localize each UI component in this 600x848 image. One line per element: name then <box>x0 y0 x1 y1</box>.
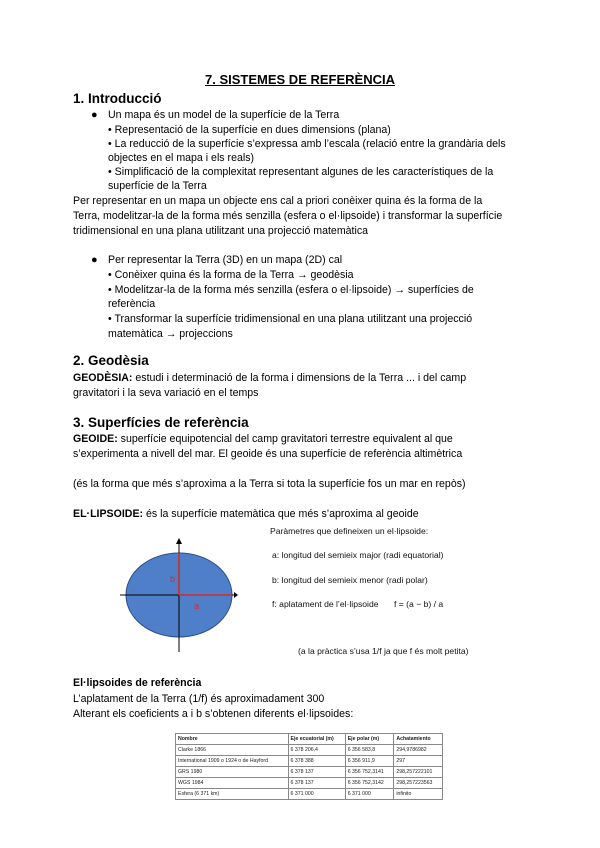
label-b: b <box>170 574 176 584</box>
table-row <box>176 745 443 756</box>
param-f: f: aplatament de l’el·lipsoide <box>272 599 379 609</box>
table-header-row <box>176 734 443 745</box>
table-cell: 6 378 388 <box>288 756 345 767</box>
sub-item: • Conèixer quina és la forma de la Terra → geodèsia <box>108 269 354 281</box>
ellipsoids-table <box>175 733 443 800</box>
table-cell: 6 378 206,4 <box>288 745 345 756</box>
table-cell: 6 356 752,3141 <box>345 767 394 778</box>
column-header: Eje polar (m) <box>345 734 394 745</box>
sub-item: • La reducció de la superfície s’expressa amb l’escala (relació entre la grandària dels <box>108 138 506 150</box>
list-item <box>91 253 98 268</box>
sub-item: • Simplificació de la complexitat representant algunes de les característiques de la <box>108 166 494 178</box>
bullet-text: Per representar la Terra (3D) en un mapa (2D) cal <box>108 254 343 266</box>
section-heading-superficies: 3. Superfícies de referència <box>73 415 249 430</box>
sub-item: objectes en el mapa i els reals) <box>108 152 255 164</box>
param-b: b: longitud del semieix menor (radi polar) <box>272 575 428 585</box>
section-heading-introduccio: 1. Introducció <box>73 91 162 106</box>
practice-note: (a la pràctica s’usa 1/f ja que f és molt petita) <box>298 646 469 656</box>
definition-text: és la superfície matemàtica que més s’aproxima al geoide <box>143 508 419 520</box>
column-header: Achatamiento <box>394 734 443 745</box>
list-item <box>91 108 98 123</box>
paragraph-line: L’aplatament de la Terra (1/f) és aproximadament 300 <box>73 693 325 705</box>
definition-text: estudi i determinació de la forma i dimensions de la Terra ... i del camp <box>132 372 467 384</box>
table-cell: Clarke 1866 <box>176 745 289 756</box>
table-row <box>176 756 443 767</box>
sub-item: matemàtica → projeccions <box>108 328 233 340</box>
definition-line: s’experimenta a nivell del mar. El geoide és una superfície de referència altimètrica <box>73 448 463 460</box>
paragraph-line: Alterant els coeficients a i b s’obtenen diferents el·lipsoides: <box>73 708 354 720</box>
y-axis-arrow-icon <box>176 538 182 544</box>
column-header: Eje ecuatorial (m) <box>288 734 345 745</box>
definition-line: gravitatori i la seva variació en el temps <box>73 387 259 399</box>
table-cell: 6 378 137 <box>288 778 345 789</box>
table-row <box>176 778 443 789</box>
sub-item: superfície de la Terra <box>108 180 207 192</box>
sub-heading: El·lipsoides de referència <box>73 677 202 689</box>
column-header: Nombre <box>176 734 289 745</box>
sub-item: referència <box>108 298 156 310</box>
table-row <box>176 789 443 800</box>
formula: f = (a − b) / a <box>394 599 444 609</box>
section-heading-geodesia: 2. Geodèsia <box>73 353 149 368</box>
note-line: (és la forma que més s’aproxima a la Terra si tota la superfície fos un mar en repòs) <box>73 478 466 490</box>
param-a: a: longitud del semieix major (radi equatorial) <box>272 550 444 560</box>
paragraph-line: Terra, modelitzar-la de la forma més senzilla (esfera o el·lipsoide) i transformar la superfície <box>73 210 503 222</box>
table-cell: 6 378 137 <box>288 767 345 778</box>
table-cell: International 1909 o 1924 o de Hayford <box>176 756 289 767</box>
table-row <box>176 767 443 778</box>
paragraph-line: tridimensional en una plana utilitzant una projecció matemàtica <box>73 225 369 237</box>
term: EL·LIPSOIDE: <box>73 508 144 520</box>
params-title: Paràmetres que defineixen un el·lipsoide: <box>270 526 429 536</box>
table-cell: WGS 1984 <box>176 778 289 789</box>
definition-line <box>73 432 453 447</box>
sub-item: • Representació de la superfície en dues dimensions (plana) <box>108 124 391 136</box>
definition-line <box>73 371 466 386</box>
term: GEOIDE: <box>73 433 118 445</box>
paragraph-line: Per representar en un mapa un objecte ens cal a priori conèixer quina és la forma de la <box>73 195 483 207</box>
table-cell: 294,9786982 <box>394 745 443 756</box>
bullet-icon: ● <box>91 109 98 121</box>
bullet-text: Un mapa és un model de la superfície de la Terra <box>108 109 340 121</box>
term: GEODÈSIA: <box>73 372 133 384</box>
table-cell: 6 371 000 <box>288 789 345 800</box>
table-cell: GRS 1980 <box>176 767 289 778</box>
page-title: 7. SISTEMES DE REFERÈNCIA <box>205 72 395 87</box>
table-cell: 298,257223563 <box>394 778 443 789</box>
bullet-icon: ● <box>91 254 98 266</box>
sub-item: • Modelitzar-la de la forma més senzilla (esfera o el·lipsoide) → superfícies de <box>108 284 474 296</box>
table-cell: 6 356 752,3142 <box>345 778 394 789</box>
table-cell: 297 <box>394 756 443 767</box>
definition-text: superfície equipotencial del camp gravitatori terrestre equivalent al que <box>117 433 453 445</box>
ellipse-diagram <box>118 538 238 656</box>
sub-item: • Transformar la superfície tridimensional en una plana utilitzant una projecció <box>108 313 473 325</box>
table-cell: 6 356 583,8 <box>345 745 394 756</box>
label-a: a <box>194 601 200 611</box>
x-axis-arrow-icon <box>234 592 238 598</box>
table-cell: Esfera (6 371 km) <box>176 789 289 800</box>
table-cell: infinito <box>394 789 443 800</box>
table-cell: 6 371 000 <box>345 789 394 800</box>
definition-line <box>73 507 419 522</box>
table-cell: 298,257222101 <box>394 767 443 778</box>
table-cell: 6 356 911,9 <box>345 756 394 767</box>
